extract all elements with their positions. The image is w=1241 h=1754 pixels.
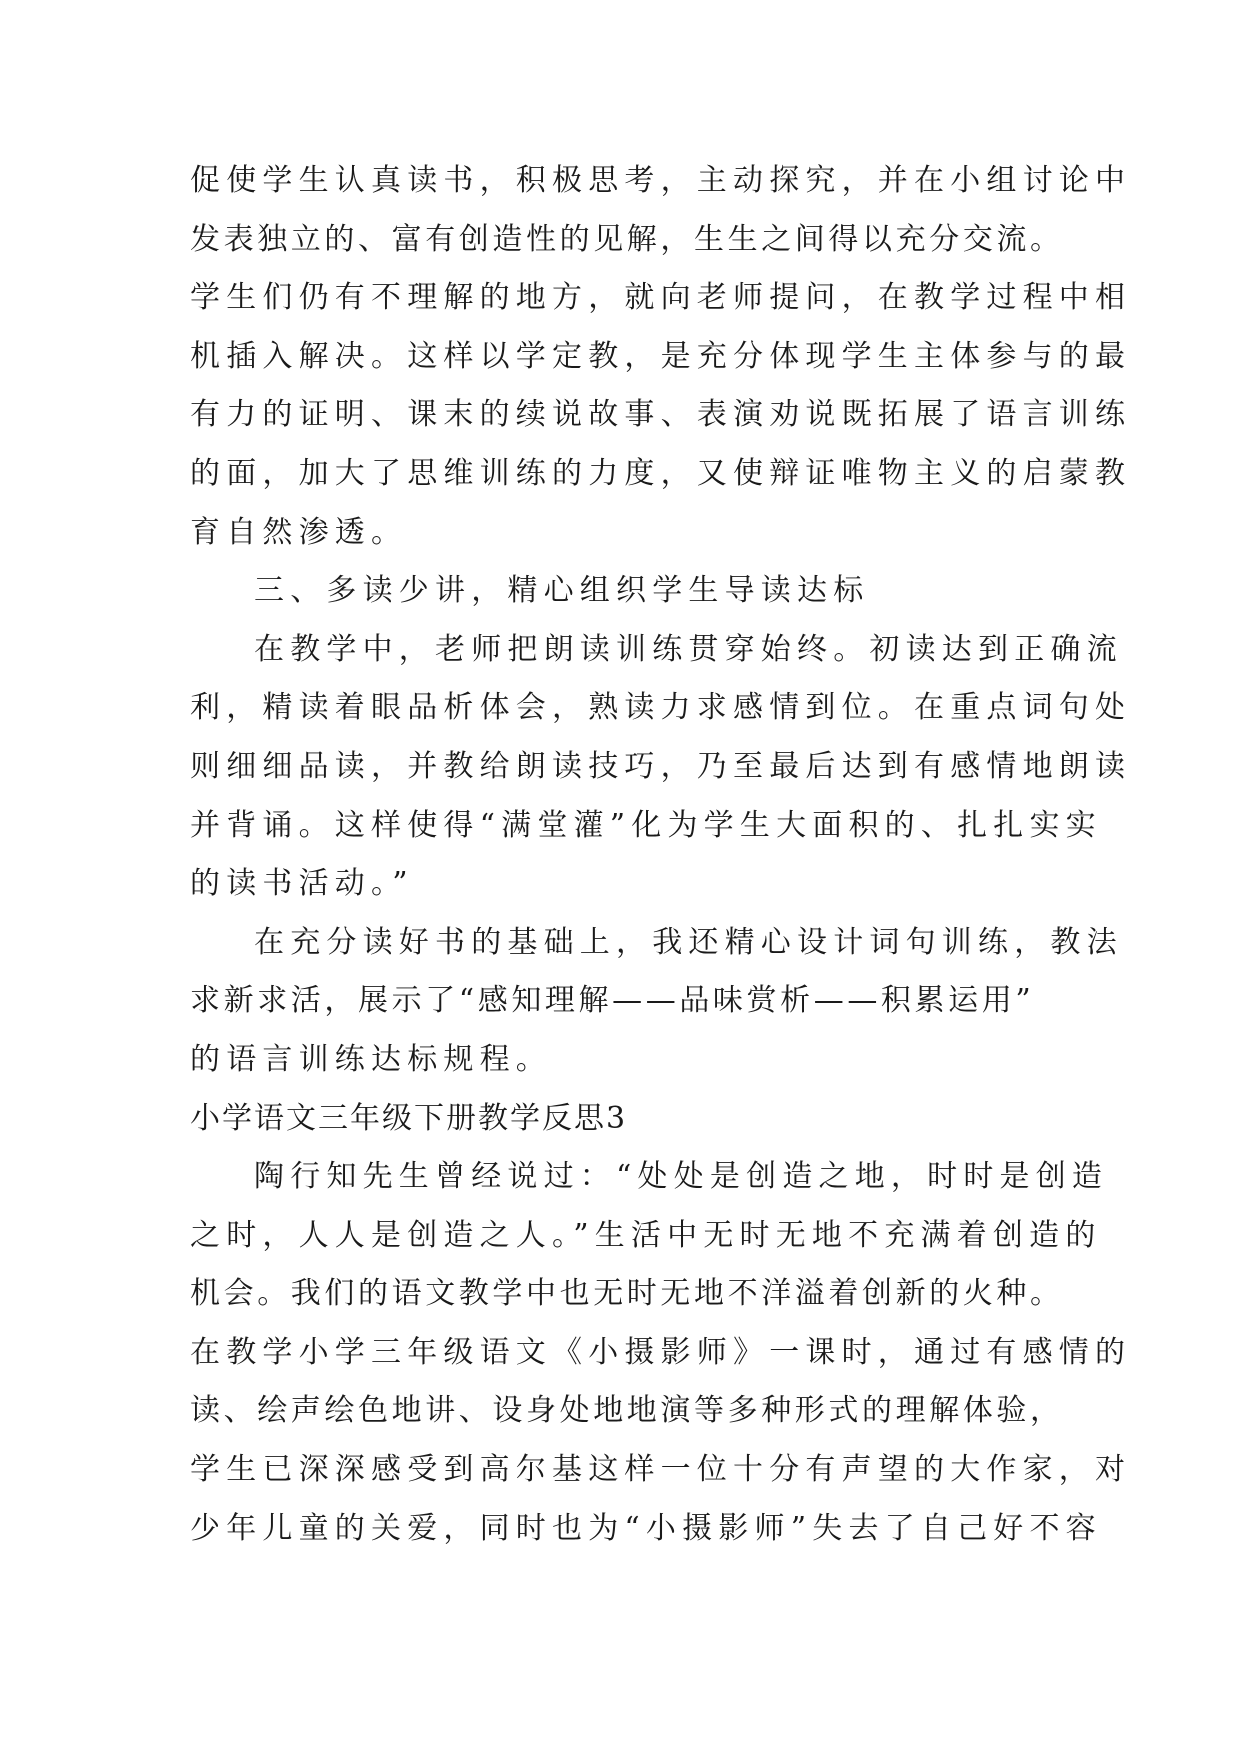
text-line: 之时，人人是创造之人。”生活中无时无地不充满着创造的 — [190, 1217, 1102, 1253]
text-line: 利，精读着眼品析体会，熟读力求感情到位。在重点词句处 — [190, 690, 1132, 726]
text-line: 机会。我们的语文教学中也无时无地不洋溢着创新的火种。 — [190, 1276, 1064, 1312]
text-line: 有力的证明、课末的续说故事、表演劝说既拓展了语言训练 — [190, 397, 1132, 433]
text-line: 学生们仍有不理解的地方，就向老师提问，在教学过程中相 — [190, 280, 1132, 316]
text-line: 并背诵。这样使得“满堂灌”化为学生大面积的、扎扎实实 — [190, 807, 1102, 843]
text-line: 求新求活，展示了“感知理解——品味赏析——积累运用” — [190, 983, 1035, 1019]
text-line: 读、绘声绘色地讲、设身处地地演等多种形式的理解体验， — [190, 1393, 1064, 1429]
text-line: 陶行知先生曾经说过：“处处是创造之地，时时是创造 — [254, 1159, 1109, 1195]
text-line: 的读书活动。” — [190, 866, 414, 902]
text-line: 的语言训练达标规程。 — [190, 1041, 552, 1077]
text-line: 少年儿童的关爱，同时也为“小摄影师”失去了自己好不容 — [190, 1510, 1102, 1546]
section-heading: 三、多读少讲，精心组织学生导读达标 — [254, 573, 870, 609]
text-line: 促使学生认真读书，积极思考，主动探究，并在小组讨论中 — [190, 163, 1132, 198]
text-line: 发表独立的、富有创造性的见解，生生之间得以充分交流。 — [190, 221, 1064, 257]
text-line: 学生已深深感受到高尔基这样一位十分有声望的大作家，对 — [190, 1452, 1132, 1488]
text-line: 的面，加大了思维训练的力度，又使辩证唯物主义的启蒙教 — [190, 455, 1132, 491]
document-body — [190, 152, 1132, 1558]
text-line: 机插入解决。这样以学定教，是充分体现学生主体参与的最 — [190, 338, 1132, 374]
text-line: 在教学小学三年级语文《小摄影师》一课时，通过有感情的 — [190, 1334, 1132, 1370]
article-title: 小学语文三年级下册教学反思3 — [190, 1100, 628, 1136]
text-line: 则细细品读，并教给朗读技巧，乃至最后达到有感情地朗读 — [190, 748, 1132, 784]
text-line: 在教学中，老师把朗读训练贯穿始终。初读达到正确流 — [254, 631, 1123, 667]
text-line: 育自然渗透。 — [190, 514, 408, 550]
text-line: 在充分读好书的基础上，我还精心设计词句训练，教法 — [254, 924, 1123, 960]
